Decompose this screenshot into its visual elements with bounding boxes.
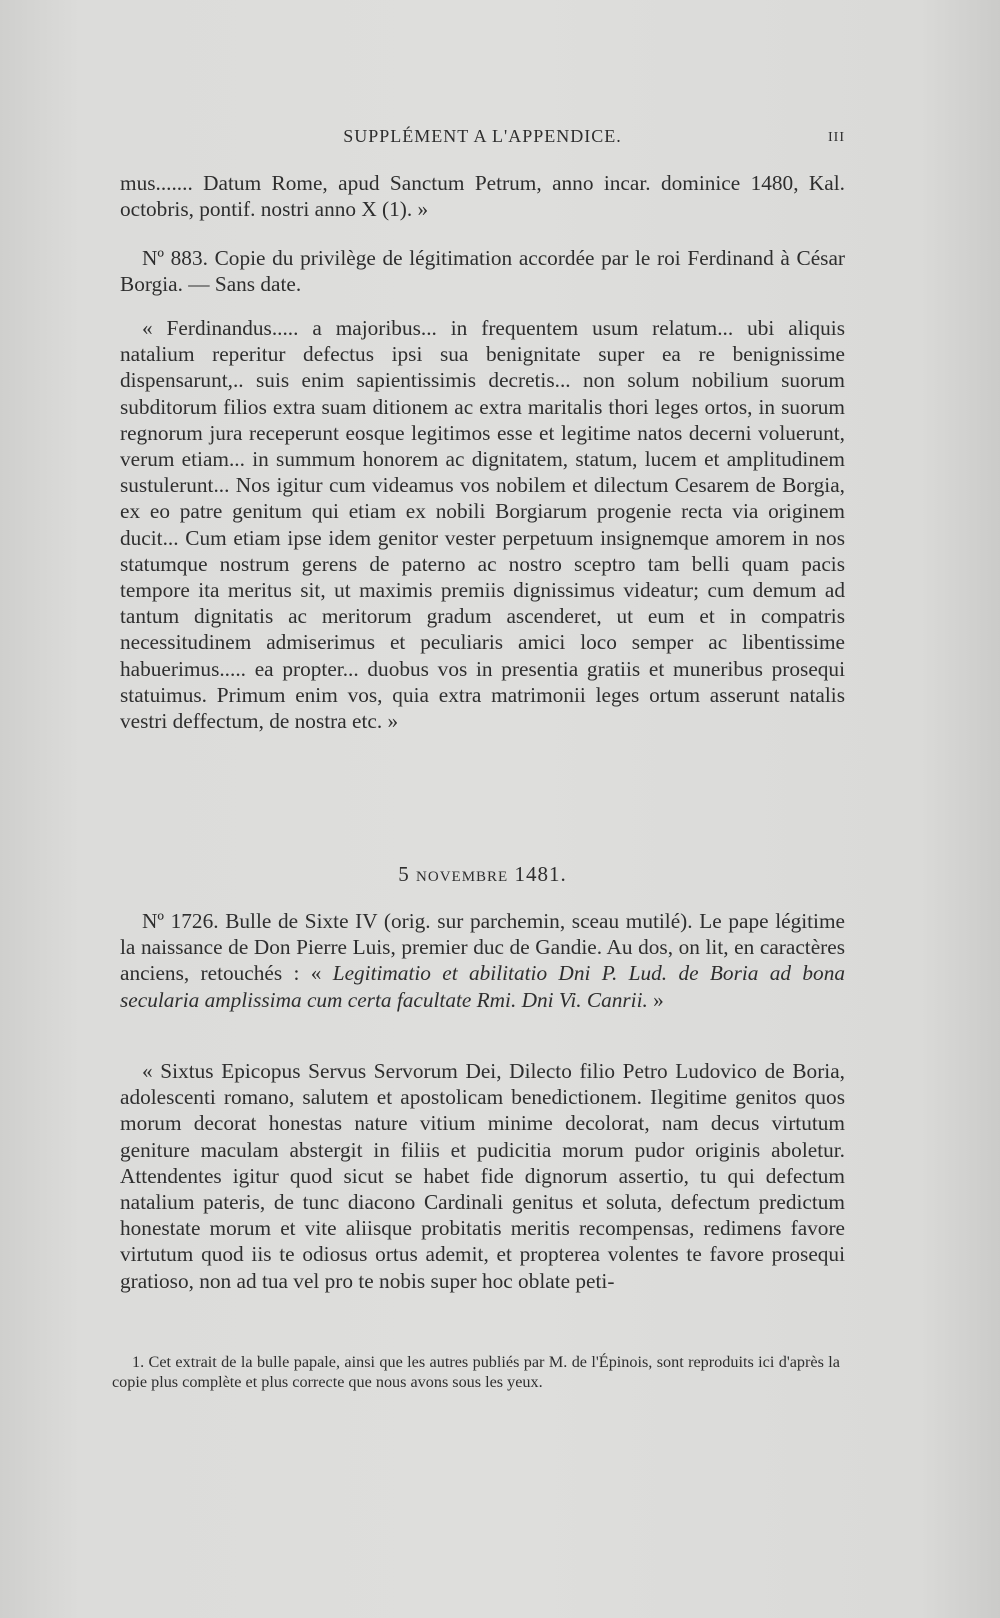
paragraph-ferdinandus-quote — [120, 315, 845, 734]
paragraph-text: mus....... Datum Rome, apud Sanctum Petrum, anno incar. dominice 1480, Kal. octobris, pontif. nostri anno X (1). » — [120, 171, 845, 222]
paragraph-entry-883 — [120, 245, 845, 297]
paragraph-entry-1726 — [120, 908, 845, 1013]
date-day: 5 — [398, 862, 410, 886]
page-number: III — [828, 130, 845, 145]
paragraph-close: » — [647, 987, 664, 1012]
date-heading — [120, 862, 845, 887]
paragraph-text: « Ferdinandus..... a majoribus... in frequentem usum relatum... ubi aliquis natalium reperitur defectus ipsi sua benignitate super ea re benignissime dispensarunt,.. suis enim sapientissimis decretis... non solum nobilium suorum subditorum filios extra suam ditionem ac extra maritalis thori leges ortos, in suorum regnorum jura receperunt eosque legitimos esse et legitime natos decerni voluerunt, verum etiam... in summum honorem ac dignitatem, statum, lucem et amplitudinem sustulerunt... Nos igitur cum videamus vos nobilem et dilectum Cesarem de Borgia, ex eo patre genitum qui etiam ex nobili Borgiarum progenie recta via originem ducit... Cum etiam ipse idem genitor vester perpetuum insignemque amorem in nos statumque nostrum gerens de paterno ac nostro sceptro tam belli quam pacis tempore ita meritus sit, ut maximis premiis dignissimus videatur; cum demum ad tantum dignitatis ac meritorum gradum ascenderet, ut eum et in compatris necessitudinem admiserimus et peculiaris amici loco semper ac libentissime habuerimus..... ea propter... duobus vos in presentia gratiis et muneribus prosequi statuimus. Primum enim vos, quia extra matrimonii leges ortum asserunt natalis vestri deffectum, de nostra etc. » — [120, 316, 845, 734]
footnote: 1. Cet extrait de la bulle papale, ainsi que les autres publiés par M. de l'Épinois, sont reproduits ici d'après la copie plus complète et plus correcte que nous avons sous les yeux. — [112, 1353, 840, 1391]
paragraph-text — [120, 908, 845, 1013]
date-year: 1481. — [514, 862, 567, 886]
paragraph-continuation — [120, 170, 845, 222]
paragraph-sixtus-quote — [120, 1058, 845, 1294]
date-month: NOVEMBRE — [416, 869, 509, 885]
page-header — [120, 126, 845, 156]
paragraph-text: Nº 883. Copie du privilège de légitimation accordée par le roi Ferdinand à César Borgia. — Sans date. — [120, 246, 845, 297]
paragraph-intro: Nº 1726. Bulle de Sixte IV (orig. sur parchemin, sceau mutilé). Le pape légitime la naissance de Don Pierre Luis, premier duc de Gandie. Au dos, on lit, en caractères anciens, retouchés : « — [120, 909, 845, 986]
running-title: SUPPLÉMENT A L'APPENDICE. — [343, 126, 622, 146]
paragraph-italic-quote: Legitimatio et abilitatio Dni P. Lud. de Boria ad bona secularia amplissima cum certa facultate Rmi. Dni Vi. Canrii. — [120, 961, 845, 1012]
paragraph-text: « Sixtus Epicopus Servus Servorum Dei, Dilecto filio Petro Ludovico de Boria, adolescenti romano, salutem et apostolicam benedictionem. Ilegitime genitos quos morum decorat honestas nature vitium minime decolorat, nam decus virtutum geniture maculam abstergit in filiis et pudicitia morum pudor originis aboletur. Attendentes igitur quod sicut se habet fide dignorum assertio, tu qui defectum natalium pateris, de tunc diacono Cardinali genitus et soluta, defectum predictum honestate morum et vite aliisque probitatis meritis recompensas, redimens favore virtutum quod iis te odiosus ortus ademit, et propterea volentes te favore prosequi gratioso, non ad tua vel pro te nobis super hoc oblate peti- — [120, 1059, 845, 1293]
